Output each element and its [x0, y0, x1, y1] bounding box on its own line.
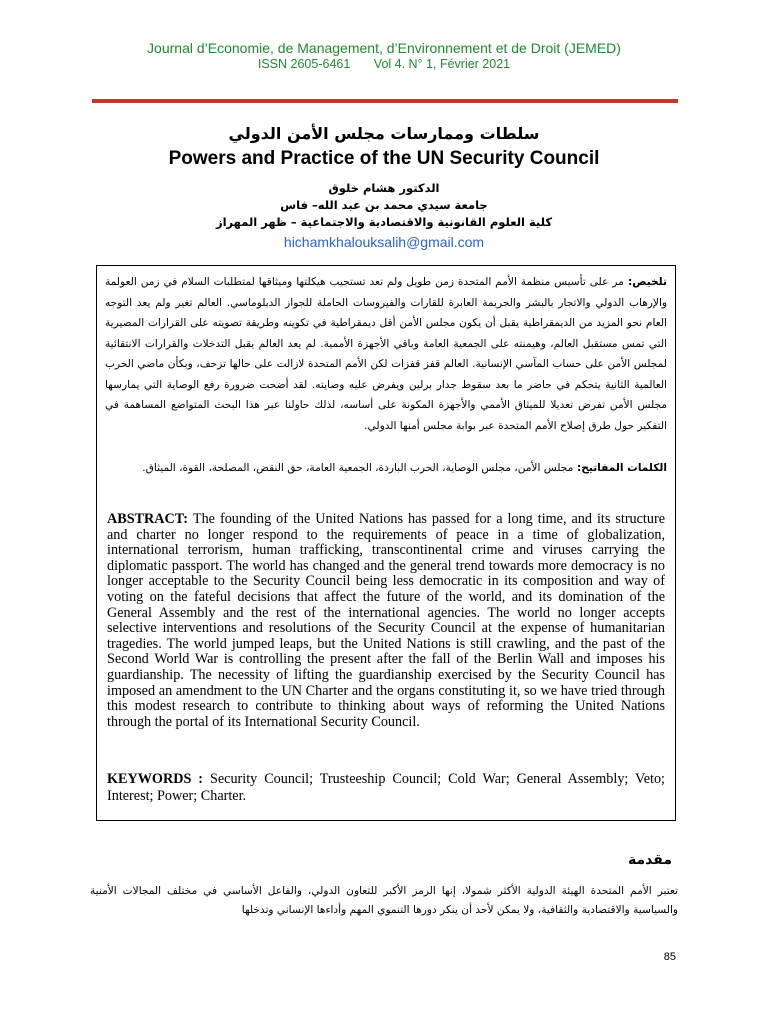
intro-heading: مقدمة: [628, 852, 672, 868]
arabic-keywords-label: الكلمات المفاتيح:: [573, 462, 667, 474]
arabic-abstract-text: مر على تأسيس منظمة الأمم المتحدة زمن طويل ولم تعد تستجيب هيكلتها وميثاقها لمتطلبات السلام في زمن العولمة والإرهاب الدولي والاتجار بالبشر والجريمة العابرة للقارات والفيروسات الحاملة للجواز الدبلوماسي. العالم تغير ولم يعد التوجه العام نحو المزيد من الديمقراطية يقبل أن يكون مجلس الأمن أقل ديمقراطية في تكوينه وطريقة تصويته على القرارات المصيرية التي تمس مستقبل العالم، وهيمنته على الجمعية العامة وباقي الأجهزة الأممية. لم يعد العالم يقبل التدخلات والقرارات الانتقائية لمجلس الأمن على حساب المآسي الإنسانية. العالم قفز قفزات لكن الأمم المتحدة لازالت على حالها تزحف، وبكأن ماضي الحرب العالمية الثانية يتحكم في حاضر ما بعد سقوط جدار برلين ويفرض عليه وصايته. لقد أضحت ضرورة رفع الوصاية التي يمارسها مجلس الأمن تفرض تعديلا للميثاق الأممي والأجهزة المكونة على أساسه، لذلك حاولنا عبر هذا البحث المتواضع المساهمة في التفكير حول طرق إصلاح الأمم المتحدة عبر بوابة مجلس أمنها الدولي.: [105, 276, 667, 432]
english-abstract: [107, 512, 665, 730]
english-keywords: [107, 771, 665, 804]
author-name: الدكتور هشام خلوق: [328, 181, 440, 195]
title-arabic: سلطات وممارسات مجلس الأمن الدولي: [228, 124, 540, 143]
title-english: Powers and Practice of the UN Security Council: [168, 148, 600, 169]
abstract-box: [96, 265, 676, 821]
author-faculty: كلية العلوم القانونية والاقتصادية والاجتماعية – ظهر المهراز: [215, 215, 553, 229]
english-abstract-text: The founding of the United Nations has passed for a long time, and its structure and charter no longer respond to the requirements of peace in a time of globalization, international terrorism, human trafficking, transcontinental crime and viruses carrying the diplomatic passport. The world has changed and the general trend towards more democracy is no longer acceptable to the Security Council being less democratic in its composition and way of voting on the fateful decisions that affect the future of the world, and its domination of the General Assembly and the rest of the international agencies. The world no longer accepts selective interventions and resolutions of the Security Council at the expense of humanitarian tragedies. The world jumped leaps, but the United Nations is still crawling, and the past of the Second World War is controlling the present after the fall of the Berlin Wall and imposes his guardianship. The necessity of lifting the guardianship exercised by the Security Council has imposed an amendment to the UN Charter and the organs constituting it, so we have tried through this modest research to contribute to thinking about ways of reforming the United Nations through the portal of its International Security Council.: [107, 511, 665, 730]
english-abstract-label: ABSTRACT:: [107, 511, 193, 527]
volume-info: Vol 4. N° 1, Février 2021: [373, 57, 511, 71]
page-number: 85: [663, 951, 676, 963]
english-keywords-label: KEYWORDS :: [107, 771, 210, 787]
english-keywords-text: Security Council; Trusteeship Council; Cold War; General Assembly; Veto; Interest; Power; Charter.: [107, 771, 666, 804]
arabic-abstract: [105, 272, 667, 436]
arabic-keywords: [105, 458, 667, 479]
intro-paragraph: تعتبر الأمم المتحدة الهيئة الدولية الأكثر شمولا، إنها الرمز الأكبر للتعاون الدولي، والفاعل الأساسي في مختلف المجالات الأمنية والسياسية والاقتصادية والثقافية، ولا يمكن لأحد أن ينكر دورها التنموي المهم وأداءها الإنساني وتدخلها: [90, 885, 678, 916]
author-email[interactable]: hichamkhalouksalih@gmail.com: [283, 234, 485, 250]
journal-title: Journal d’Economie, de Management, d’Environnement et de Droit (JEMED): [147, 40, 621, 56]
author-block: [0, 180, 768, 231]
header-rule: [92, 99, 678, 103]
arabic-abstract-label: تلخيص:: [623, 276, 667, 288]
journal-issn-line: [0, 57, 768, 71]
author-university: جامعة سيدي محمد بن عبد الله– فاس: [280, 198, 488, 212]
arabic-keywords-text: مجلس الأمن، مجلس الوصاية، الحرب الباردة، الجمعية العامة، حق النقض، المصلحة، القوة، الميثاق.: [142, 462, 574, 474]
issn-number: ISSN 2605-6461: [257, 57, 351, 71]
